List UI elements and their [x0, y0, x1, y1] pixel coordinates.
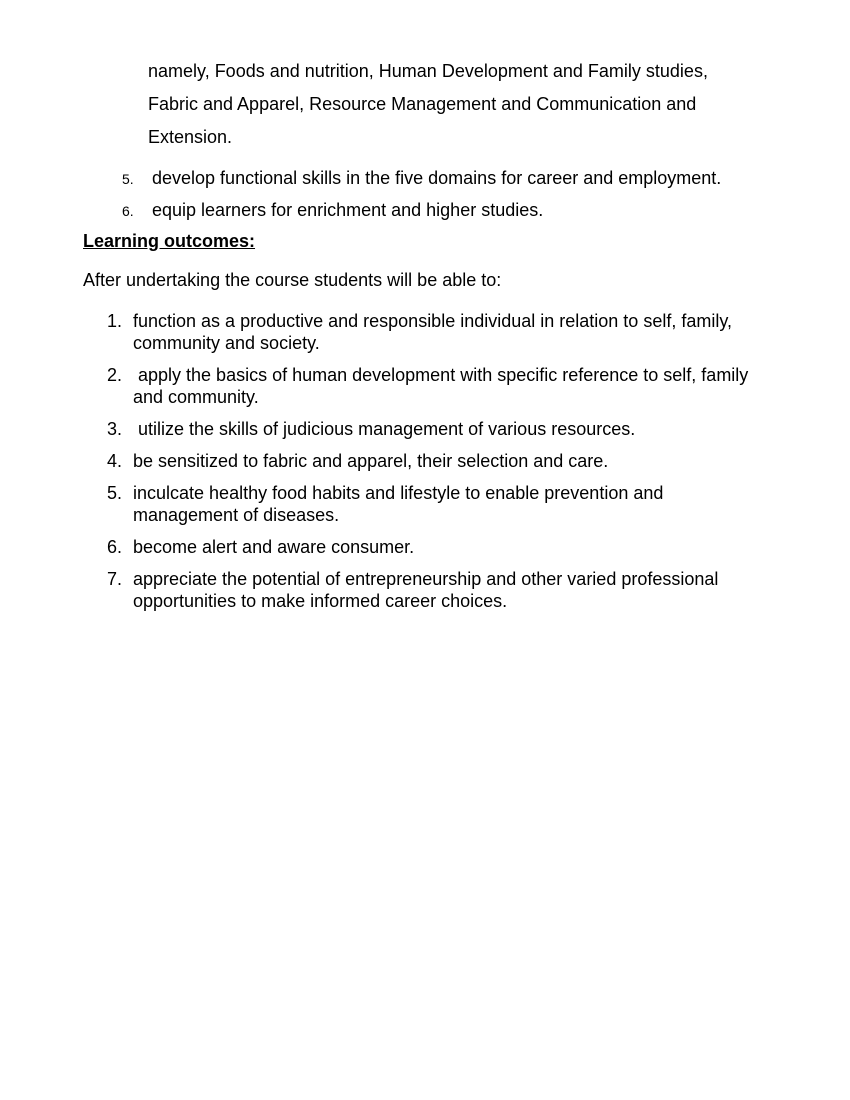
outcome-number: 1.	[107, 311, 123, 331]
outcome-text: appreciate the potential of entrepreneurship and other varied professional	[133, 569, 719, 589]
objective-text: equip learners for enrichment and higher studies.	[152, 200, 544, 220]
objective-number: 5.	[122, 171, 134, 187]
objective-text: develop functional skills in the five domains for career and employment.	[152, 168, 722, 188]
outcome-text: opportunities to make informed career choices.	[133, 591, 508, 611]
learning-outcomes-heading: Learning outcomes:	[83, 231, 256, 251]
outcome-item	[107, 364, 807, 408]
outcome-item	[107, 536, 807, 558]
outcome-number: 7.	[107, 569, 123, 589]
outcome-text: inculcate healthy food habits and lifestyle to enable prevention and	[133, 483, 664, 503]
outcome-text: be sensitized to fabric and apparel, their selection and care.	[133, 451, 609, 471]
outcome-item	[107, 310, 807, 354]
objective-number: 6.	[122, 203, 134, 219]
continuation-line: Fabric and Apparel, Resource Management and Communication and	[148, 94, 697, 114]
outcome-text: community and society.	[133, 333, 320, 353]
objective-item	[122, 167, 721, 190]
outcome-number: 2.	[107, 365, 123, 385]
outcome-item	[107, 450, 807, 472]
outcome-text: apply the basics of human development with specific reference to self, family	[133, 365, 749, 385]
outcome-text: become alert and aware consumer.	[133, 537, 415, 557]
outcome-item	[107, 418, 807, 440]
outcome-number: 6.	[107, 537, 123, 557]
objective-item	[122, 199, 543, 222]
continuation-line: Extension.	[148, 127, 233, 147]
outcome-text: and community.	[133, 387, 259, 407]
outcome-text: utilize the skills of judicious management of various resources.	[133, 419, 636, 439]
outcome-item	[107, 482, 807, 526]
outcome-item	[107, 568, 807, 612]
outcome-number: 3.	[107, 419, 123, 439]
continuation-line: namely, Foods and nutrition, Human Development and Family studies,	[148, 61, 708, 81]
outcome-number: 4.	[107, 451, 123, 471]
outcome-number: 5.	[107, 483, 123, 503]
outcome-text: function as a productive and responsible individual in relation to self, family,	[133, 311, 733, 331]
learning-outcomes-intro: After undertaking the course students will be able to:	[83, 270, 502, 290]
outcome-text: management of diseases.	[133, 505, 340, 525]
